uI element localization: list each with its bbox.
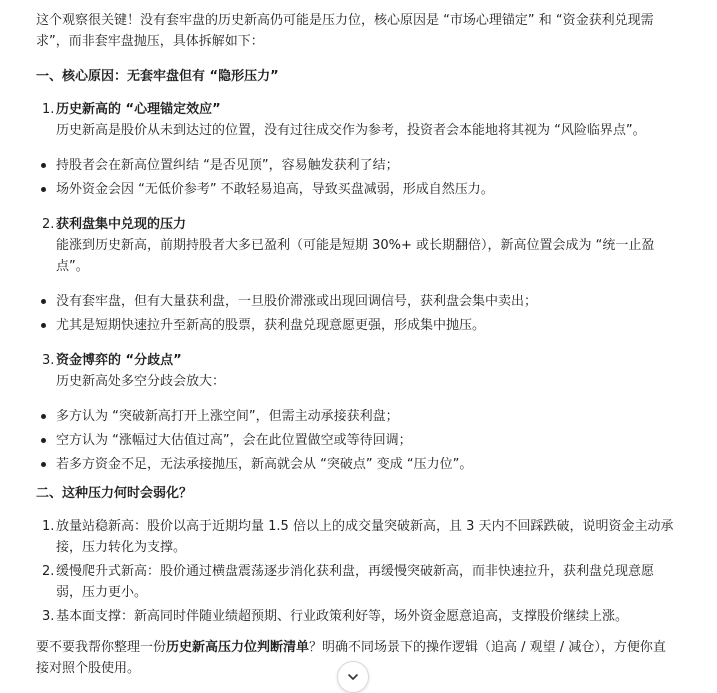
weakening-item-2: [36, 561, 676, 603]
list-item: 持股者会在新高位置纠结 “是否见顶”，容易触发获利了结；: [36, 155, 676, 176]
section-heading-1: 一、核心原因：无套牢盘但有 “隐形压力”: [36, 69, 279, 84]
list-item: 场外资金会因 “无低价参考” 不敢轻易追高，导致买盘减弱，形成自然压力。: [36, 179, 676, 200]
item-description: 能涨到历史新高，前期持股者大多已盈利（可能是短期 30%+ 或长期翻倍），新高位置会成为 “统一止盈点”。: [56, 238, 655, 274]
item-text: 基本面支撑：新高同时伴随业绩超预期、行业政策利好等，场外资金愿意追高，支撑股价继续上涨。: [56, 609, 629, 624]
weakening-item-1: [36, 516, 676, 558]
intro-paragraph: 这个观察很关键！没有套牢盘的历史新高仍可能是压力位，核心原因是 “市场心理锚定” 和 “资金获利兑现需求”，而非套牢盘抛压，具体拆解如下：: [36, 13, 654, 49]
item-number: 3.: [42, 609, 55, 624]
list-item: 空方认为 “涨幅过大估值过高”，会在此位置做空或等待回调；: [36, 430, 676, 451]
item-number: 2.: [42, 564, 55, 579]
closing-text-before: 要不要我帮你整理一份: [36, 640, 167, 655]
list-item: 尤其是短期快速拉升至新高的股票，获利盘兑现意愿更强，形成集中抛压。: [36, 315, 676, 336]
reason-item-2: [36, 214, 676, 277]
reason-item-3: [36, 350, 676, 392]
item-number: 1.: [42, 102, 55, 117]
item-number: 3.: [42, 353, 55, 368]
item-text: 放量站稳新高：股价以高于近期均量 1.5 倍以上的成交量突破新高，且 3 天内不回踩跌破，说明资金主动承接，压力转化为支撑。: [56, 519, 674, 555]
bullet-list: [36, 291, 676, 336]
bullet-list: [36, 155, 676, 200]
item-number: 1.: [42, 519, 55, 534]
scroll-to-bottom-button[interactable]: [337, 661, 369, 693]
item-description: 历史新高是股价从未到达过的位置，没有过往成交作为参考，投资者会本能地将其视为 “风险临界点”。: [56, 123, 646, 138]
item-title: 资金博弈的 “分歧点”: [56, 353, 182, 368]
list-item: 没有套牢盘，但有大量获利盘，一旦股价滞涨或出现回调信号，获利盘会集中卖出；: [36, 291, 676, 312]
item-title: 获利盘集中兑现的压力: [56, 217, 187, 232]
chevron-down-icon: [346, 670, 360, 684]
section-heading-2: 二、这种压力何时会弱化？: [36, 486, 193, 501]
closing-highlight: 历史新高压力位判断清单: [166, 640, 310, 655]
answer-content: [36, 10, 676, 679]
list-item: 若多方资金不足，无法承接抛压，新高就会从 “突破点” 变成 “压力位”。: [36, 454, 676, 475]
item-description: 历史新高处多空分歧会放大：: [56, 374, 226, 389]
item-text: 缓慢爬升式新高：股价通过横盘震荡逐步消化获利盘，再缓慢突破新高，而非快速拉升，获利盘兑现意愿弱，压力更小。: [56, 564, 655, 600]
list-item: 多方认为 “突破新高打开上涨空间”，但需主动承接获利盘；: [36, 406, 676, 427]
weakening-list: [36, 516, 676, 627]
bullet-list: [36, 406, 676, 475]
item-title: 历史新高的 “心理锚定效应”: [56, 102, 221, 117]
reason-item-1: [36, 99, 676, 141]
item-number: 2.: [42, 217, 55, 232]
weakening-item-3: [36, 606, 676, 627]
closing-text-after: ？明确不同场景下的操作逻辑（追高 / 观望 / 减仓），方便你直接对照个股使用。: [36, 640, 666, 676]
